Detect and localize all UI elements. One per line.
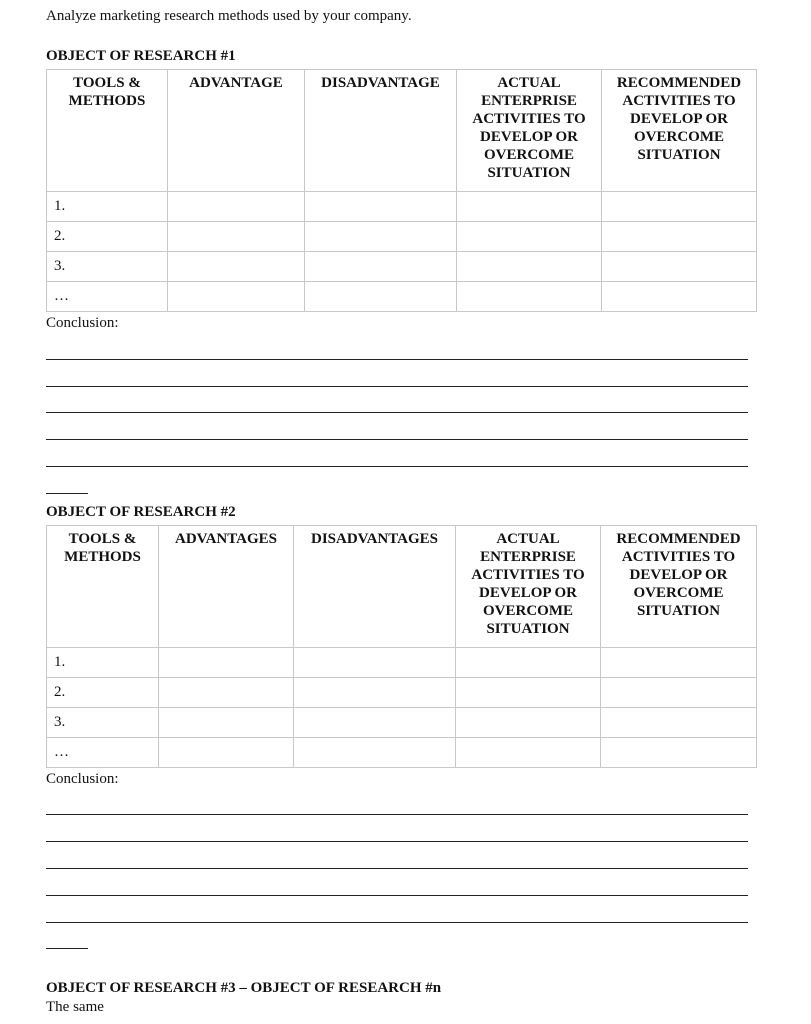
table-row — [47, 678, 757, 708]
table-cell[interactable] — [602, 192, 757, 222]
table-cell[interactable] — [168, 192, 305, 222]
conclusion-line[interactable] — [46, 868, 748, 869]
table-cell[interactable] — [456, 738, 601, 768]
table-cell[interactable] — [456, 708, 601, 738]
conclusion-label: Conclusion: — [46, 771, 119, 787]
table-cell[interactable] — [305, 252, 457, 282]
conclusion-line[interactable] — [46, 466, 748, 467]
table-cell[interactable] — [601, 678, 757, 708]
row-number: 2. — [47, 222, 168, 252]
row-number: … — [47, 282, 168, 312]
table-cell[interactable] — [602, 222, 757, 252]
col-header-advantage: ADVANTAGE — [168, 70, 305, 192]
table-row — [47, 648, 757, 678]
divider — [46, 948, 88, 949]
table-cell[interactable] — [159, 738, 294, 768]
table-cell[interactable] — [305, 222, 457, 252]
col-header-advantages: ADVANTAGES — [159, 526, 294, 648]
table-cell[interactable] — [168, 222, 305, 252]
table-cell[interactable] — [456, 678, 601, 708]
table-row — [47, 252, 757, 282]
section2-heading: OBJECT OF RESEARCH #2 — [46, 504, 236, 520]
conclusion-label: Conclusion: — [46, 315, 119, 331]
col-header-disadvantage: DISADVANTAGE — [305, 70, 457, 192]
table-cell[interactable] — [168, 252, 305, 282]
table-row — [47, 282, 757, 312]
table-cell[interactable] — [457, 222, 602, 252]
table-cell[interactable] — [456, 648, 601, 678]
conclusion-line[interactable] — [46, 412, 748, 413]
table-cell[interactable] — [294, 678, 456, 708]
table-cell[interactable] — [159, 708, 294, 738]
research-table-1 — [46, 69, 757, 312]
table-cell[interactable] — [305, 192, 457, 222]
col-header-actual-activities: ACTUAL ENTERPRISE ACTIVITIES TO DEVELOP OR OVERCOME SITUATION — [457, 70, 602, 192]
table-row — [47, 708, 757, 738]
table-cell[interactable] — [294, 738, 456, 768]
row-number: 1. — [47, 192, 168, 222]
col-header-tools: TOOLS & METHODS — [47, 526, 159, 648]
table-cell[interactable] — [294, 708, 456, 738]
table-cell[interactable] — [457, 192, 602, 222]
row-number: … — [47, 738, 159, 768]
table-cell[interactable] — [294, 648, 456, 678]
table-cell[interactable] — [602, 282, 757, 312]
row-number: 3. — [47, 708, 159, 738]
table-cell[interactable] — [602, 252, 757, 282]
divider — [46, 493, 88, 494]
col-header-recommended-activities: RECOMMENDED ACTIVITIES TO DEVELOP OR OVERCOME SITUATION — [602, 70, 757, 192]
row-number: 1. — [47, 648, 159, 678]
table-row — [47, 738, 757, 768]
table-row — [47, 192, 757, 222]
table-cell[interactable] — [305, 282, 457, 312]
table-cell[interactable] — [159, 678, 294, 708]
section3-note: The same — [46, 999, 104, 1015]
conclusion-line[interactable] — [46, 359, 748, 360]
section3-heading: OBJECT OF RESEARCH #3 – OBJECT OF RESEARCH #n — [46, 980, 442, 996]
row-number: 3. — [47, 252, 168, 282]
conclusion-line[interactable] — [46, 841, 748, 842]
table-cell[interactable] — [457, 252, 602, 282]
research-table-2 — [46, 525, 757, 768]
row-number: 2. — [47, 678, 159, 708]
table-cell[interactable] — [601, 738, 757, 768]
table-cell[interactable] — [601, 708, 757, 738]
conclusion-line[interactable] — [46, 439, 748, 440]
conclusion-line[interactable] — [46, 814, 748, 815]
table-cell[interactable] — [168, 282, 305, 312]
conclusion-line[interactable] — [46, 386, 748, 387]
conclusion-line[interactable] — [46, 895, 748, 896]
col-header-actual-activities: ACTUAL ENTERPRISE ACTIVITIES TO DEVELOP OR OVERCOME SITUATION — [456, 526, 601, 648]
col-header-tools: TOOLS & METHODS — [47, 70, 168, 192]
conclusion-line[interactable] — [46, 922, 748, 923]
table-cell[interactable] — [457, 282, 602, 312]
col-header-recommended-activities: RECOMMENDED ACTIVITIES TO DEVELOP OR OVERCOME SITUATION — [601, 526, 757, 648]
section1-heading: OBJECT OF RESEARCH #1 — [46, 48, 236, 64]
table-cell[interactable] — [159, 648, 294, 678]
table-cell[interactable] — [601, 648, 757, 678]
col-header-disadvantages: DISADVANTAGES — [294, 526, 456, 648]
instruction-text: Analyze marketing research methods used by your company. — [46, 8, 412, 24]
table-row — [47, 222, 757, 252]
